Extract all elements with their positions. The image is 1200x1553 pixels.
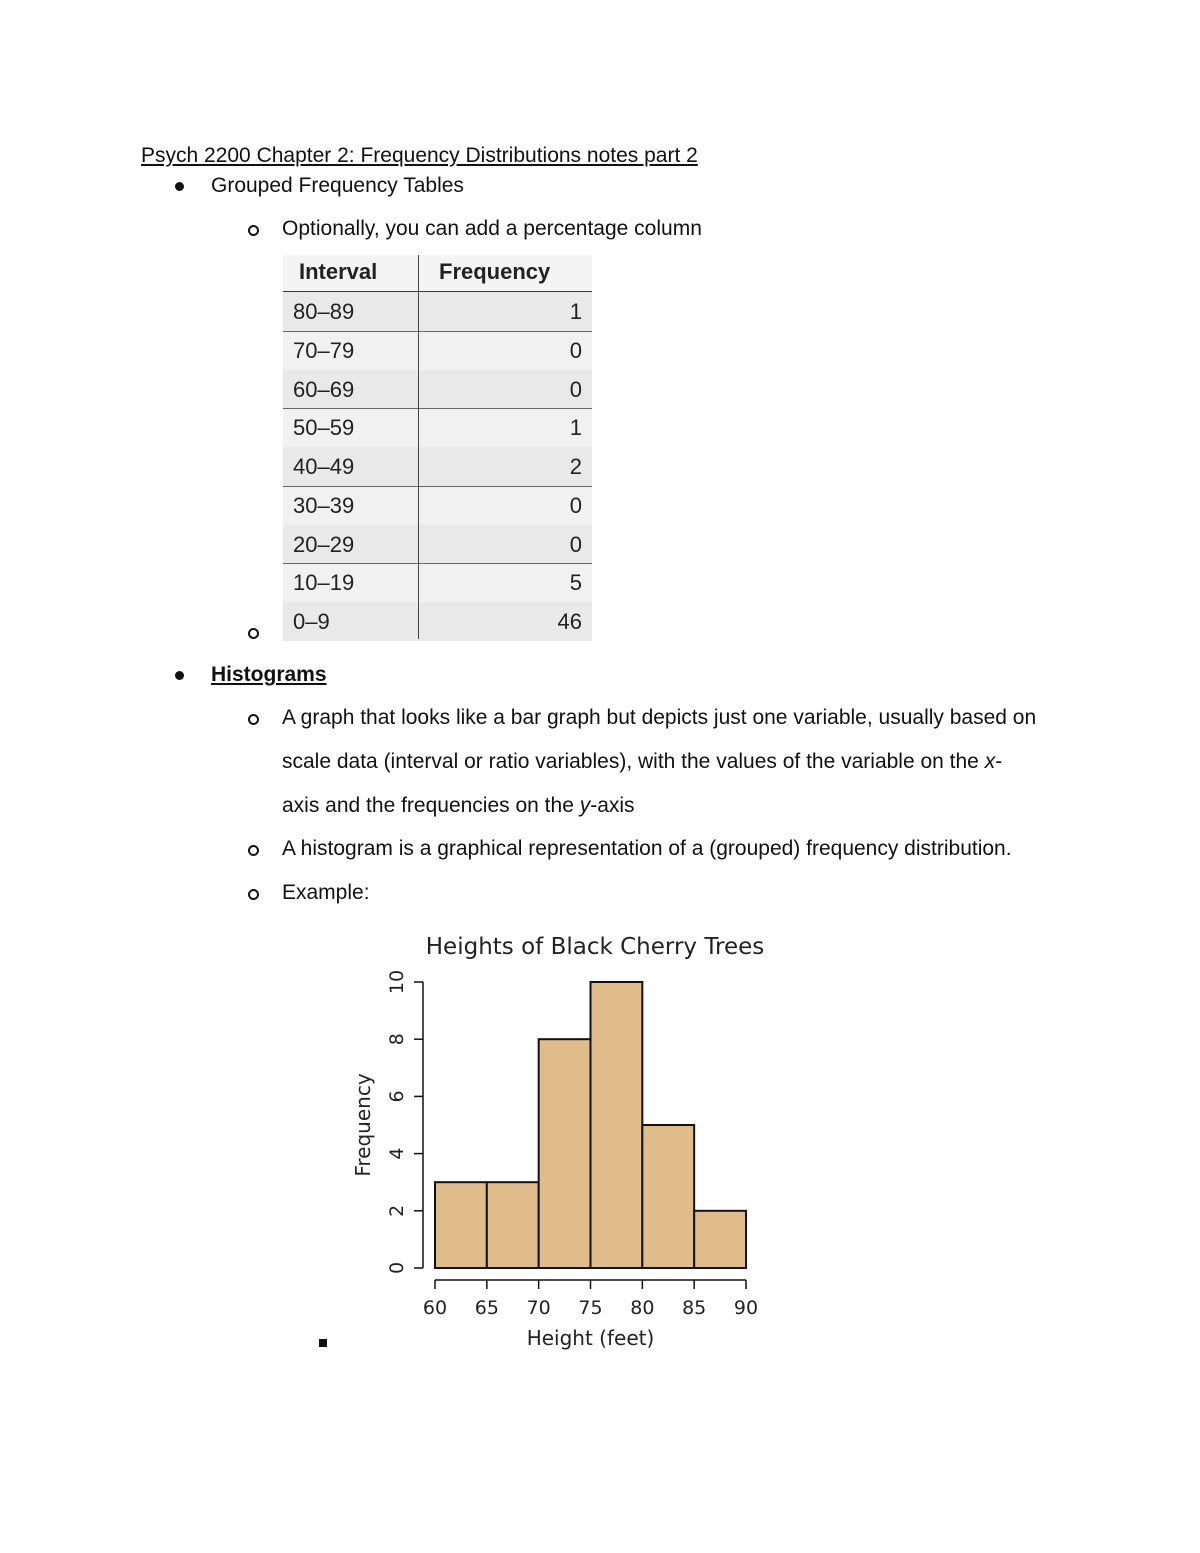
cell-interval: 10–19	[293, 570, 355, 596]
chart-title: Heights of Black Cherry Trees	[425, 934, 765, 960]
definition-line-3	[282, 794, 635, 818]
x-tick-label: 65	[474, 1297, 499, 1319]
bullet-disc	[175, 671, 184, 680]
percentage-note: Optionally, you can add a percentage column	[282, 217, 702, 240]
table-row	[283, 408, 592, 448]
example-label: Example:	[282, 881, 370, 904]
y-tick-label: 6	[386, 1090, 408, 1103]
histogram-bar	[591, 982, 643, 1268]
table-row	[283, 602, 592, 641]
table-header	[283, 255, 592, 293]
cell-interval: 60–69	[293, 376, 355, 402]
cell-interval: 0–9	[293, 609, 330, 634]
histogram-bar	[694, 1211, 746, 1268]
header-interval: Interval	[299, 259, 378, 284]
x-tick-label: 75	[578, 1297, 603, 1319]
cell-frequency: 0	[569, 492, 582, 518]
page-title: Psych 2200 Chapter 2: Frequency Distributions notes part 2	[141, 144, 698, 167]
cell-frequency: 1	[569, 415, 582, 441]
histogram-bar	[487, 1182, 539, 1268]
column-divider	[418, 255, 419, 639]
bullet-circle	[248, 845, 259, 856]
definition-line-2	[282, 750, 1002, 774]
cell-interval: 70–79	[293, 337, 355, 363]
bullet-circle	[248, 714, 259, 725]
cell-interval: 30–39	[293, 492, 355, 518]
definition-line-1: A graph that looks like a bar graph but depicts just one variable, usually based on	[282, 706, 1037, 729]
bullet-square	[319, 1339, 327, 1347]
table-row	[283, 447, 592, 487]
x-tick-label: 80	[630, 1297, 655, 1319]
section-histograms-heading: Histograms	[211, 663, 327, 686]
table-row	[283, 525, 592, 565]
section-grouped-heading: Grouped Frequency Tables	[211, 174, 464, 197]
table-row	[283, 370, 592, 410]
cell-interval: 40–49	[293, 454, 355, 479]
y-tick-label: 4	[386, 1147, 408, 1160]
cell-interval: 50–59	[293, 415, 355, 441]
bullet-circle	[248, 225, 259, 236]
table-row	[283, 292, 592, 332]
bullet-circle	[248, 628, 259, 639]
y-tick-label: 0	[386, 1261, 408, 1275]
cell-frequency: 46	[557, 609, 582, 634]
histogram-bar	[435, 1182, 487, 1268]
histogram-bar	[539, 1039, 591, 1268]
y-tick-label: 8	[386, 1033, 408, 1046]
x-tick-label: 90	[733, 1297, 759, 1319]
axis-suffix: -axis	[590, 794, 635, 817]
y-axis-label: Frequency	[351, 1073, 375, 1177]
cell-frequency: 5	[569, 570, 582, 596]
bullet-circle	[248, 889, 259, 900]
histogram-chart	[340, 920, 780, 1350]
y-tick-label: 10	[386, 969, 408, 995]
table-row	[283, 331, 592, 371]
histogram-bar	[642, 1125, 694, 1268]
cell-frequency: 0	[569, 337, 582, 363]
definition-2: A histogram is a graphical representation of a (grouped) frequency distribution.	[282, 837, 1012, 860]
y-variable: y	[579, 794, 591, 817]
cell-interval: 20–29	[293, 531, 355, 557]
y-tick-label: 2	[386, 1204, 408, 1217]
definition-line-3-text: axis and the frequencies on the	[282, 794, 580, 817]
cell-frequency: 0	[569, 531, 582, 557]
bullet-disc	[175, 182, 184, 191]
cell-frequency: 2	[569, 454, 582, 479]
hyphen: -	[995, 750, 1003, 773]
header-frequency: Frequency	[439, 259, 551, 284]
table-row	[283, 563, 592, 603]
table-row	[283, 486, 592, 526]
cell-frequency: 1	[569, 299, 582, 324]
x-axis-label: Height (feet)	[526, 1326, 655, 1350]
x-variable: x	[984, 750, 996, 773]
definition-line-2-text: scale data (interval or ratio variables), with the values of the variable on the	[282, 750, 985, 773]
frequency-table	[283, 255, 592, 639]
x-tick-label: 70	[526, 1297, 551, 1319]
cell-frequency: 0	[569, 376, 582, 402]
cell-interval: 80–89	[293, 299, 355, 324]
x-tick-label: 85	[682, 1297, 707, 1319]
x-tick-label: 60	[422, 1297, 448, 1319]
